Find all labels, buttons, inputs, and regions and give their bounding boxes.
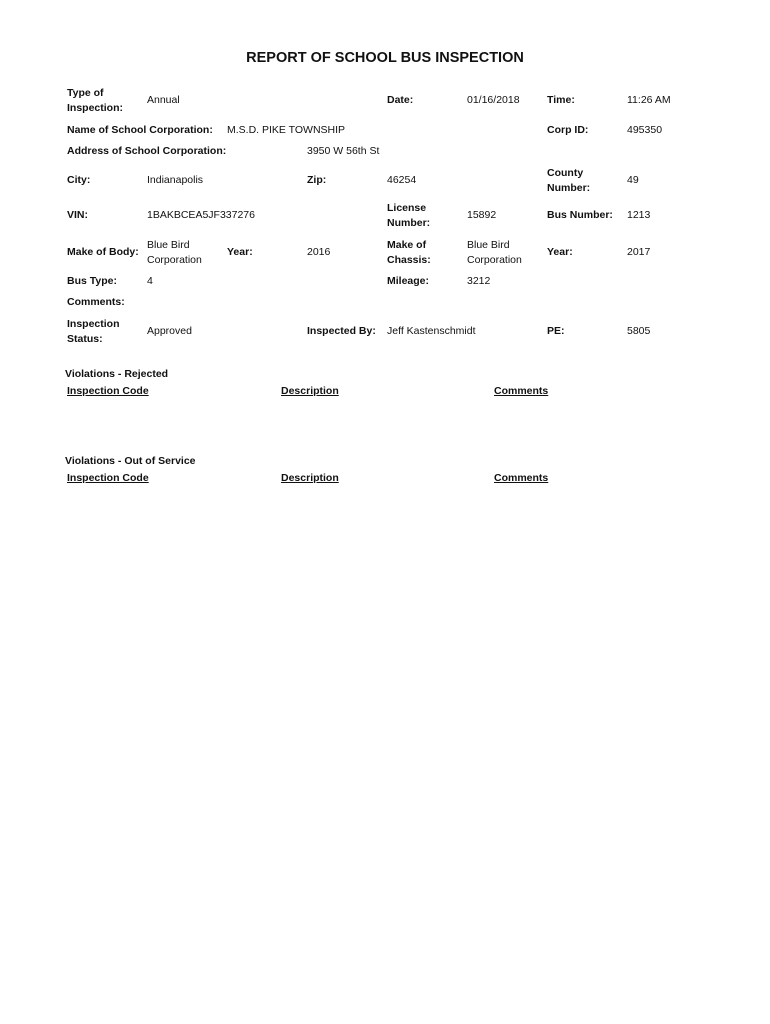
bus-number-value: 1213 xyxy=(627,209,651,221)
report-title: REPORT OF SCHOOL BUS INSPECTION xyxy=(246,50,524,66)
violations-oos-col-description: Description xyxy=(281,472,339,484)
school-corporation-value: M.S.D. PIKE TOWNSHIP xyxy=(227,124,346,136)
time-value: 11:26 AM xyxy=(627,94,671,106)
violations-rejected-heading: Violations - Rejected xyxy=(65,368,169,380)
make-of-chassis-label-line1: Make of xyxy=(387,239,427,251)
pe-label: PE: xyxy=(547,325,565,337)
bus-number-label: Bus Number: xyxy=(547,209,613,221)
violations-oos-col-comments: Comments xyxy=(494,472,549,484)
body-year-label: Year: xyxy=(227,246,253,258)
city-value: Indianapolis xyxy=(147,174,204,186)
county-number-label-line2: Number: xyxy=(547,182,591,194)
county-number-value: 49 xyxy=(627,174,639,186)
violations-rejected-col-comments: Comments xyxy=(494,385,549,397)
inspection-status-label-line2: Status: xyxy=(67,333,103,345)
county-number-label-line1: County xyxy=(547,167,584,179)
license-number-value: 15892 xyxy=(467,209,497,221)
violations-rejected-col-inspection-code: Inspection Code xyxy=(67,385,149,397)
school-corporation-label: Name of School Corporation: xyxy=(67,124,213,136)
type-of-inspection-label-line1: Type of xyxy=(67,87,104,99)
license-number-label-line2: Number: xyxy=(387,217,431,229)
inspected-by-label: Inspected By: xyxy=(307,325,376,337)
pe-value: 5805 xyxy=(627,325,651,337)
inspection-status-label-line1: Inspection xyxy=(67,318,120,330)
bus-type-label: Bus Type: xyxy=(67,275,117,287)
corp-id-label: Corp ID: xyxy=(547,124,589,136)
zip-label: Zip: xyxy=(307,174,327,186)
city-label: City: xyxy=(67,174,91,186)
chassis-year-value: 2017 xyxy=(627,246,651,258)
address-value: 3950 W 56th St xyxy=(307,145,380,157)
address-label: Address of School Corporation: xyxy=(67,145,227,157)
comments-label: Comments: xyxy=(67,296,125,308)
license-number-label-line1: License xyxy=(387,202,427,214)
mileage-label: Mileage: xyxy=(387,275,430,287)
vin-label: VIN: xyxy=(67,209,88,221)
date-label: Date: xyxy=(387,94,414,106)
make-of-body-value-line1: Blue Bird xyxy=(147,239,190,251)
inspected-by-value: Jeff Kastenschmidt xyxy=(387,325,476,337)
body-year-value: 2016 xyxy=(307,246,331,258)
bus-type-value: 4 xyxy=(147,275,153,287)
violations-out-of-service-heading: Violations - Out of Service xyxy=(65,455,196,467)
date-value: 01/16/2018 xyxy=(467,94,520,106)
corp-id-value: 495350 xyxy=(627,124,663,136)
make-of-body-value-line2: Corporation xyxy=(147,254,202,266)
chassis-year-label: Year: xyxy=(547,246,573,258)
make-of-chassis-label-line2: Chassis: xyxy=(387,254,431,266)
violations-rejected-col-description: Description xyxy=(281,385,339,397)
type-of-inspection-label-line2: Inspection: xyxy=(67,102,124,114)
make-of-chassis-value-line2: Corporation xyxy=(467,254,522,266)
zip-value: 46254 xyxy=(387,174,417,186)
type-of-inspection-value: Annual xyxy=(147,94,180,106)
time-label: Time: xyxy=(547,94,575,106)
make-of-chassis-value-line1: Blue Bird xyxy=(467,239,510,251)
violations-oos-col-inspection-code: Inspection Code xyxy=(67,472,149,484)
vin-value: 1BAKBCEA5JF337276 xyxy=(147,209,255,221)
make-of-body-label: Make of Body: xyxy=(67,246,139,258)
mileage-value: 3212 xyxy=(467,275,491,287)
inspection-status-value: Approved xyxy=(147,325,192,337)
